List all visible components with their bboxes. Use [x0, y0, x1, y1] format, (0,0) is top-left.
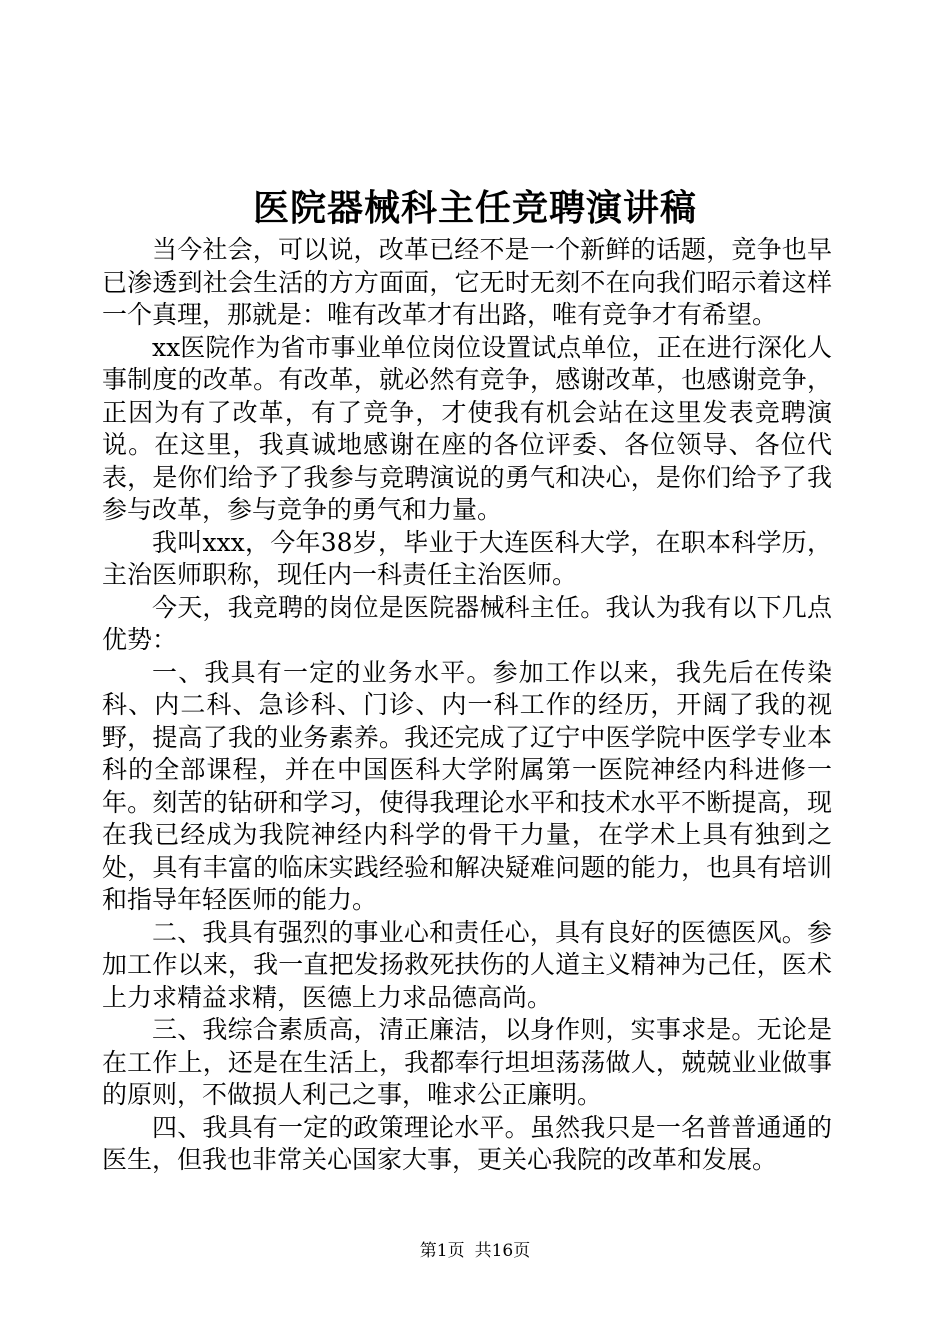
paragraph: 一、我具有一定的业务水平。参加工作以来，我先后在传染科、内二科、急诊科、门诊、内一科工作的经历，开阔了我的视野，提高了我的业务素养。我还完成了辽宁中医学院中医学专业本科的全部课程，并在中国医科大学附属第一医院神经内科进修一年。刻苦的钻研和学习，使得我理论水平和技术水平不断提高，现在我已经成为我院神经内科学的骨干力量，在学术上具有独到之处，具有丰富的临床实践经验和解决疑难问题的能力，也具有培训和指导年轻医师的能力。 — [102, 657, 832, 914]
page-total: 共16页 — [474, 1241, 531, 1261]
paragraph: 四、我具有一定的政策理论水平。虽然我只是一名普普通通的医生，但我也非常关心国家大事，更关心我院的改革和发展。 — [102, 1112, 832, 1174]
paragraph: 当今社会，可以说，改革已经不是一个新鲜的话题，竞争也早已渗透到社会生活的方方面面，它无时无刻不在向我们昭示着这样一个真理，那就是：唯有改革才有出路，唯有竞争才有希望。 — [102, 235, 832, 329]
document-body — [102, 234, 832, 1177]
paragraph: 三、我综合素质高，清正廉洁，以身作则，实事求是。无论是在工作上，还是在生活上，我都奉行坦坦荡荡做人，兢兢业业做事的原则，不做损人利己之事，唯求公正廉明。 — [102, 1015, 832, 1109]
paragraph: 我叫xxx，今年38岁，毕业于大连医科大学，在职本科学历，主治医师职称，现任内一科责任主治医师。 — [102, 527, 832, 589]
paragraph: 二、我具有强烈的事业心和责任心，具有良好的医德医风。参加工作以来，我一直把发扬救死扶伤的人道主义精神为己任，医术上力求精益求精，医德上力求品德高尚。 — [102, 917, 832, 1012]
page-footer — [0, 1240, 950, 1262]
paragraph: 今天，我竞聘的岗位是医院器械科主任。我认为我有以下几点优势： — [102, 592, 832, 654]
page-number: 第1页 — [419, 1241, 465, 1261]
paragraph: xx医院作为省市事业单位岗位设置试点单位，正在进行深化人事制度的改革。有改革，就必然有竞争，感谢改革，也感谢竞争，正因为有了改革，有了竞争，才使我有机会站在这里发表竞聘演说。在这里，我真诚地感谢在座的各位评委、各位领导、各位代表，是你们给予了我参与竞聘演说的勇气和决心，是你们给予了我参与改革，参与竞争的勇气和力量。 — [102, 332, 832, 524]
document-title: 医院器械科主任竞聘演讲稿 — [252, 187, 697, 229]
